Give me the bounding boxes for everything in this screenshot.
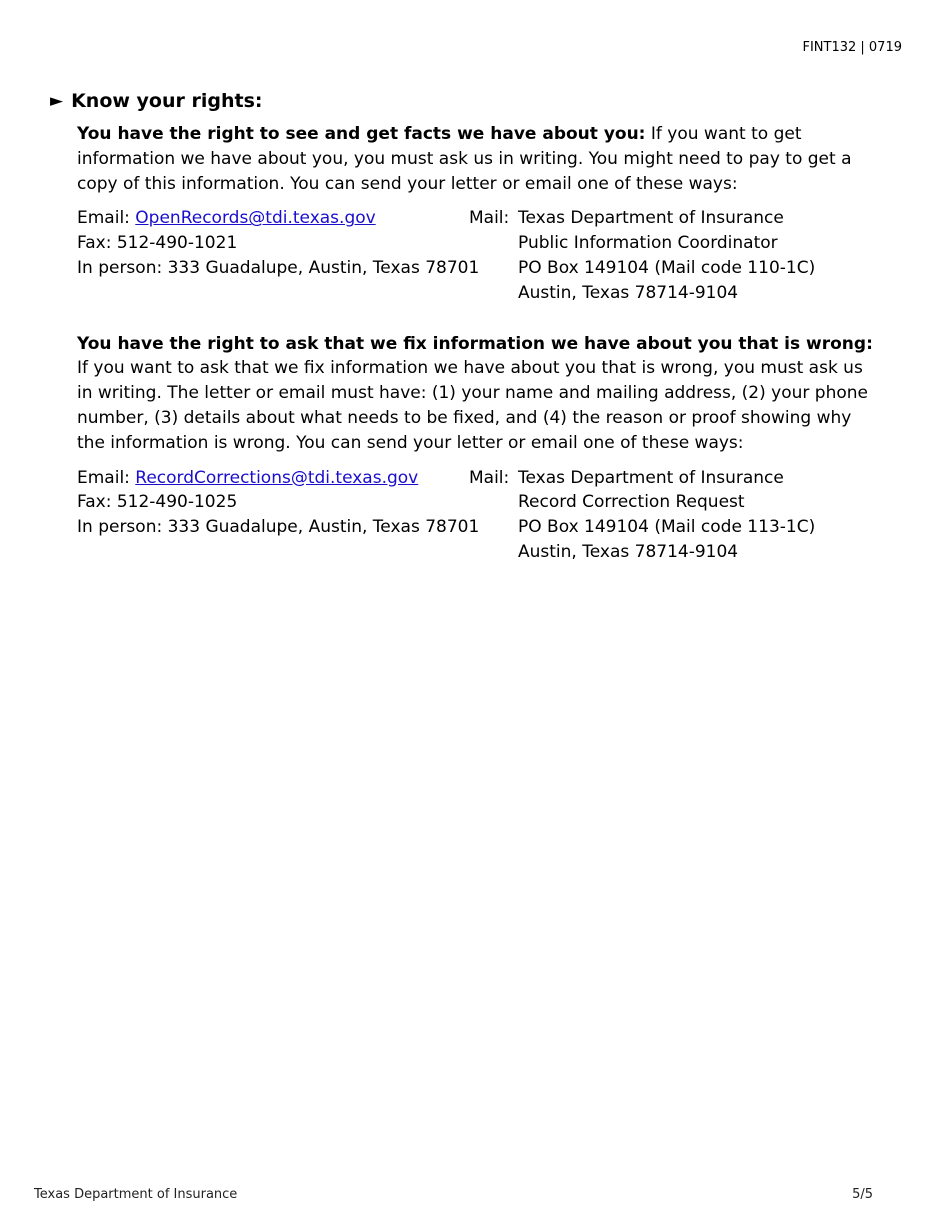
mail-address [518,466,815,565]
know-your-rights-section [50,90,880,591]
section-heading [50,90,880,112]
email-label: Email: [77,467,136,488]
fix-info-contact-left [77,466,480,565]
see-facts-paragraph [77,122,880,196]
fix-info-contact [77,466,880,565]
mail-label: Mail: [469,467,510,488]
mail-line: Public Information Coordinator [518,233,778,254]
mail-address [518,206,815,305]
footer-org: Texas Department of Insurance [34,1187,238,1202]
form-code: FINT132 | 0719 [802,40,902,55]
mail-line: PO Box 149104 (Mail code 113-1C) [518,517,816,538]
section-title: Know your rights: [71,90,263,112]
mail-line: Austin, Texas 78714-9104 [518,282,739,303]
fix-info-text: If you want to ask that we fix information we have about you that is wrong, you must ask us in writing. The letter or email must have: (1) your name and mailing address, (2) your phone number, (3) details about what needs to be fixed, and (4) the reason or proof showing why the information is wrong. You can send your letter or email one of these ways: [77,358,868,453]
email-line [77,206,469,231]
record-corrections-email-link[interactable]: RecordCorrections@tdi.texas.gov [135,467,419,488]
fix-info-bold: You have the right to ask that we fix information we have about you that is wrong: [77,333,873,354]
in-person-line: In person: 333 Guadalupe, Austin, Texas 78701 [77,257,480,278]
fax-line: Fax: 512-490-1021 [77,233,238,254]
mail-line: PO Box 149104 (Mail code 110-1C) [518,257,816,278]
fax-line: Fax: 512-490-1025 [77,492,238,513]
email-line [77,466,469,491]
see-facts-contact [77,206,880,305]
page-number: 5/5 [852,1187,873,1202]
section-content [77,122,880,565]
fix-info-mail [469,466,815,565]
fix-info-paragraph [77,332,880,456]
mail-label: Mail: [469,208,510,229]
email-label: Email: [77,208,136,229]
mail-line: Texas Department of Insurance [518,467,784,488]
in-person-line: In person: 333 Guadalupe, Austin, Texas 78701 [77,517,480,538]
mail-line: Austin, Texas 78714-9104 [518,541,739,562]
open-records-email-link[interactable]: OpenRecords@tdi.texas.gov [135,208,376,229]
triangle-bullet-icon: ► [50,91,64,111]
see-facts-text: If you want to get information we have about you, you must ask us in writing. You might need to pay to get a copy of this information. You can send your letter or email one of these ways: [77,124,852,194]
see-facts-mail [469,206,815,305]
see-facts-bold: You have the right to see and get facts we have about you: [77,124,646,144]
mail-line: Record Correction Request [518,492,745,513]
see-facts-contact-left [77,206,480,305]
mail-line: Texas Department of Insurance [518,208,784,229]
